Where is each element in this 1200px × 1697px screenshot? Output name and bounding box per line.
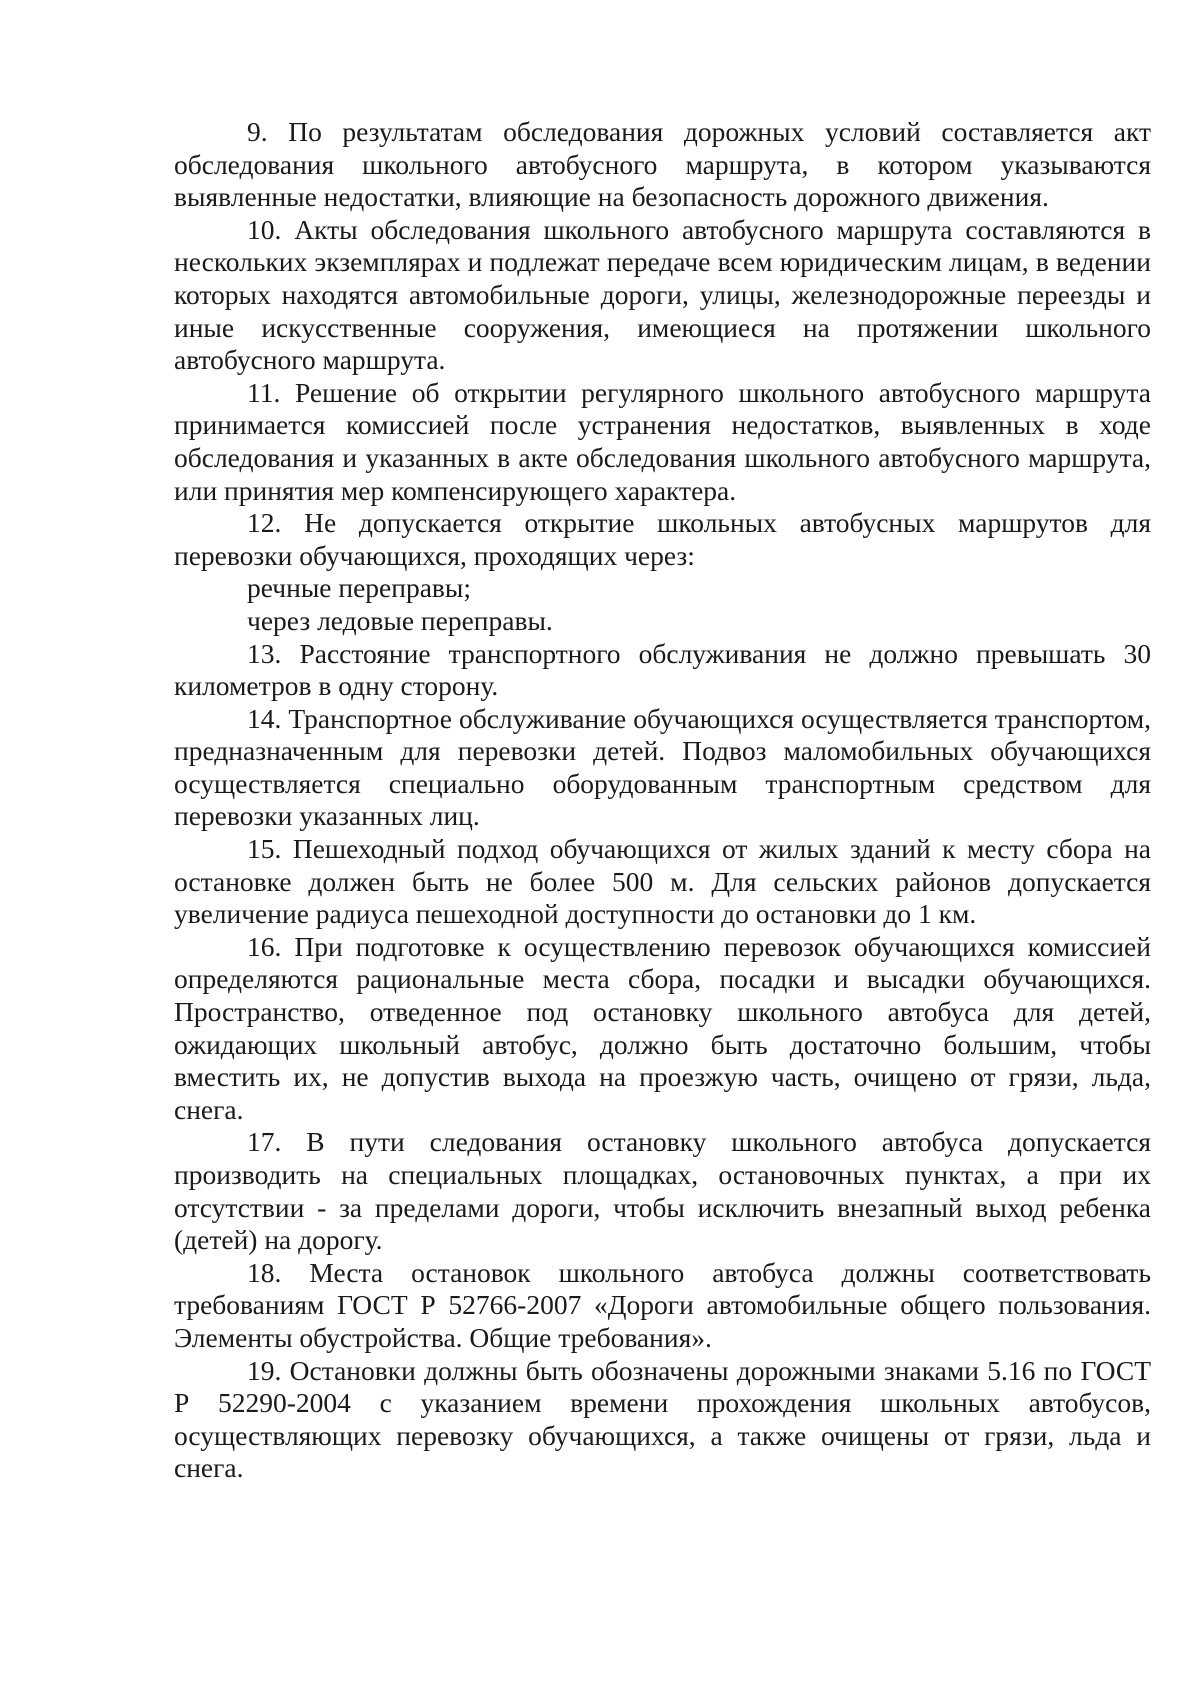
paragraph-18: 18. Места остановок школьного автобуса должны соответствовать требованиям ГОСТ Р 52766-2007 «Дороги автомобильные общего пользования. Элементы обустройства. Общие требования».: [174, 1256, 1151, 1353]
paragraph-12: 12. Не допускается открытие школьных автобусных маршрутов для перевозки обучающихся, проходящих через:: [174, 507, 1151, 571]
paragraph-10: 10. Акты обследования школьного автобусного маршрута составляются в нескольких экземплярах и подлежат передаче всем юридическим лицам, в ведении которых находятся автомобильные дороги, улицы, железнодорожные переезды и иные искусственные сооружения, имеющиеся на протяжении школьного автобусного маршрута.: [174, 213, 1151, 376]
list-item-river-crossings: речные переправы;: [247, 572, 472, 604]
list-item-ice-crossings: через ледовые переправы.: [247, 604, 553, 636]
document-body: [174, 116, 1151, 1485]
paragraph-13: 13. Расстояние транспортного обслуживания не должно превышать 30 километров в одну сторону.: [174, 637, 1151, 702]
paragraph-15: 15. Пешеходный подход обучающихся от жилых зданий к месту сбора на остановке должен быть не более 500 м. Для сельских районов допускается увеличение радиуса пешеходной доступности до остановки до 1 км.: [174, 833, 1151, 930]
paragraph-11: 11. Решение об открытии регулярного школьного автобусного маршрута принимается комиссией после устранения недостатков, выявленных в ходе обследования и указанных в акте обследования школьного автобусного маршрута, или принятия мер компенсирующего характера.: [174, 376, 1151, 506]
paragraph-16: 16. При подготовке к осуществлению перевозок обучающихся комиссией определяются рациональные места сбора, посадки и высадки обучающихся. Пространство, отведенное под остановку школьного автобуса для детей, ожидающих школьный автобус, должно быть достаточно большим, чтобы вместить их, не допустив выхода на проезжую часть, очищено от грязи, льда, снега.: [174, 930, 1151, 1125]
paragraph-14: 14. Транспортное обслуживание обучающихся осуществляется транспортом, предназначенным для перевозки детей. Подвоз маломобильных обучающихся осуществляется специально оборудованным транспортным средством для перевозки указанных лиц.: [174, 702, 1151, 832]
paragraph-17: 17. В пути следования остановку школьного автобуса допускается производить на специальных площадках, остановочных пунктах, а при их отсутствии - за пределами дороги, чтобы исключить внезапный выход ребенка (детей) на дорогу.: [174, 1126, 1151, 1256]
paragraph-19: 19. Остановки должны быть обозначены дорожными знаками 5.16 по ГОСТ Р 52290-2004 с указанием времени прохождения школьных автобусов, осуществляющих перевозку обучающихся, а также очищены от грязи, льда и снега.: [174, 1354, 1151, 1484]
paragraph-9: 9. По результатам обследования дорожных условий составляется акт обследования школьного автобусного маршрута, в котором указываются выявленные недостатки, влияющие на безопасность дорожного движения.: [174, 116, 1151, 213]
